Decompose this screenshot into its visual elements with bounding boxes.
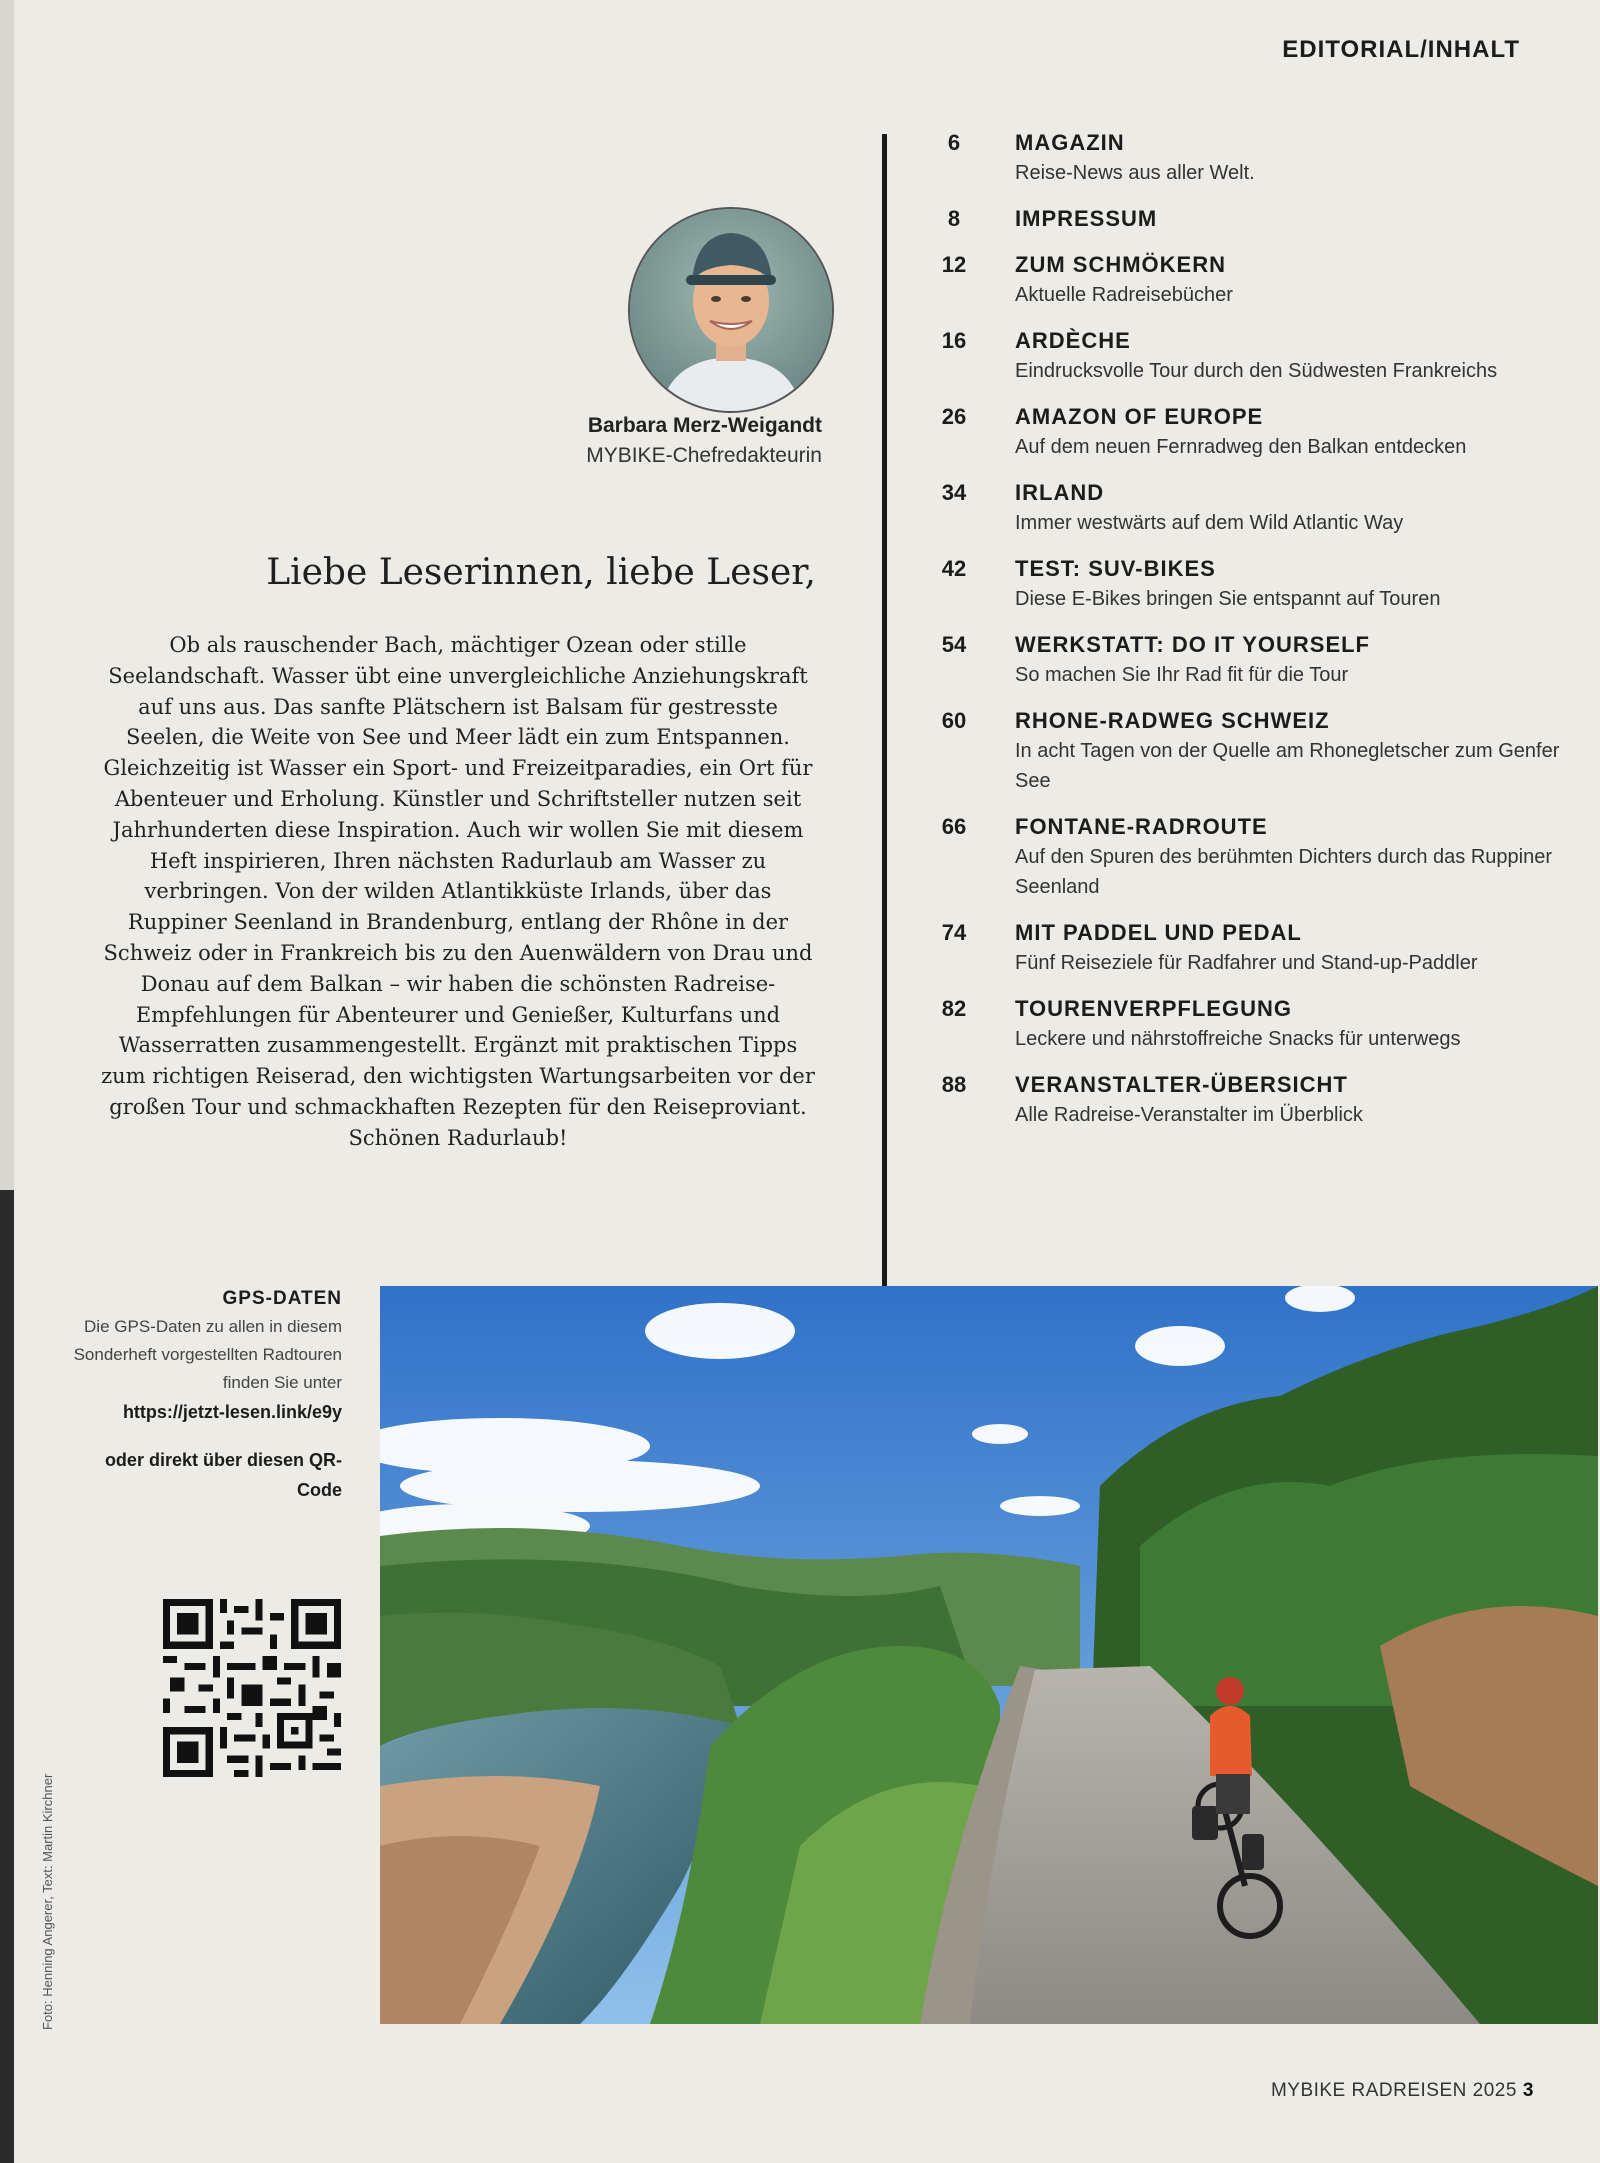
- column-divider: [882, 134, 887, 1286]
- toc-page-number: 88: [941, 1072, 967, 1097]
- toc-page-number: 66: [941, 814, 967, 839]
- toc-title: MAGAZIN: [1015, 130, 1125, 155]
- toc-title: AMAZON OF EUROPE: [1015, 404, 1264, 429]
- toc-page-number: 54: [941, 632, 967, 657]
- editorial-text: [100, 630, 816, 1154]
- toc-page-number: 16: [941, 328, 967, 353]
- toc-item[interactable]: [930, 994, 1570, 1054]
- toc-title: ARDÈCHE: [1015, 328, 1131, 353]
- table-of-contents: [930, 128, 1570, 1146]
- cover-photo: [380, 1286, 1598, 2024]
- toc-page-number: 74: [941, 920, 967, 945]
- toc-page-number: 34: [941, 480, 967, 505]
- toc-description: In acht Tagen von der Quelle am Rhonegletscher zum Genfer See: [1015, 740, 1560, 792]
- toc-item[interactable]: [930, 812, 1570, 902]
- gps-title: GPS-DATEN: [222, 1288, 342, 1309]
- toc-title: VERANSTALTER-ÜBERSICHT: [1015, 1072, 1348, 1097]
- toc-title: TOURENVERPFLEGUNG: [1015, 996, 1292, 1021]
- toc-item[interactable]: [930, 402, 1570, 462]
- page-edge-shadow: [0, 1190, 14, 2163]
- toc-description: Diese E-Bikes bringen Sie entspannt auf Touren: [1015, 588, 1441, 610]
- toc-item[interactable]: [930, 204, 1570, 234]
- toc-item[interactable]: [930, 1070, 1570, 1130]
- toc-item[interactable]: [930, 554, 1570, 614]
- toc-description: Eindrucksvolle Tour durch den Südwesten Frankreichs: [1015, 360, 1498, 382]
- page-number: 3: [1522, 2080, 1534, 2101]
- editorial-paragraph: Ob als rauschender Bach, mächtiger Ozean oder stille Seelandschaft. Wasser übt eine unvergleichliche Anziehungskraft auf uns aus. Das sanfte Plätschern ist Balsam für gestresste Seelen, die Weite von See und Meer lädt ein zum Entspannen. Gleichzeitig ist Wasser ein Sport- und Freizeitparadies, ein Ort für Abenteuer und Erholung. Künstler und Schriftsteller nutzen seit Jahrhunderten diese Inspiration. Auch wir wollen Sie mit diesem Heft inspirieren, Ihren nächsten Radurlaub am Wasser zu verbringen. Von der wilden Atlantikküste Irlands, über das Ruppiner Seenland in Brandenburg, entlang der Rhône in der Schweiz oder in Frankreich bis zu den Auenwäldern von Drau und Donau auf dem Balkan – wir haben die schönsten Radreise-Empfehlungen für Abenteurer und Genießer, Kulturfans und Wasserratten zusammengestellt. Ergänzt mit praktischen Tipps zum richtigen Reiserad, den wichtigsten Wartungsarbeiten vor der großen Tour und schmackhaften Rezepten für den Reiseproviant.: [101, 633, 815, 1119]
- toc-description: Immer westwärts auf dem Wild Atlantic Way: [1015, 512, 1404, 534]
- toc-item[interactable]: [930, 630, 1570, 690]
- toc-item[interactable]: [930, 706, 1570, 796]
- toc-description: Reise-News aus aller Welt.: [1015, 162, 1255, 184]
- toc-description: Aktuelle Radreisebücher: [1015, 284, 1233, 306]
- gps-text: Die GPS-Daten zu allen in diesem Sonderheft vorgestellten Radtouren finden Sie unter: [73, 1317, 342, 1392]
- editorial-greeting: Liebe Leserinnen, liebe Leser,: [266, 552, 816, 593]
- section-label: EDITORIAL/INHALT: [1282, 36, 1520, 63]
- toc-description: Leckere und nährstoffreiche Snacks für unterwegs: [1015, 1028, 1461, 1050]
- gps-qr-text: oder direkt über diesen QR-Code: [104, 1450, 342, 1500]
- toc-page-number: 8: [947, 206, 961, 231]
- toc-description: Auf dem neuen Fernradweg den Balkan entdecken: [1015, 436, 1467, 458]
- toc-item[interactable]: [930, 326, 1570, 386]
- toc-title: RHONE-RADWEG SCHWEIZ: [1015, 708, 1330, 733]
- toc-description: Fünf Reiseziele für Radfahrer und Stand-up-Paddler: [1015, 952, 1478, 974]
- toc-item[interactable]: [930, 918, 1570, 978]
- toc-item[interactable]: [930, 478, 1570, 538]
- qr-code[interactable]: [163, 1598, 341, 1778]
- author-role: MYBIKE-Chefredakteurin: [586, 444, 822, 467]
- toc-description: Alle Radreise-Veranstalter im Überblick: [1015, 1104, 1363, 1126]
- editor-portrait: [628, 207, 834, 413]
- magazine-name: MYBIKE RADREISEN 2025: [1270, 2080, 1517, 2101]
- toc-title: TEST: SUV-BIKES: [1015, 556, 1216, 581]
- toc-item[interactable]: [930, 128, 1570, 188]
- toc-title: ZUM SCHMÖKERN: [1015, 252, 1226, 277]
- gps-link[interactable]: https://jetzt-lesen.link/e9y: [122, 1402, 342, 1422]
- photo-credit: Foto: Henning Angerer, Text: Martin Kirchner: [40, 1773, 55, 2030]
- toc-page-number: 6: [947, 130, 961, 155]
- toc-page-number: 26: [941, 404, 967, 429]
- toc-title: IRLAND: [1015, 480, 1105, 505]
- page-footer: [1271, 2080, 1534, 2102]
- toc-page-number: 82: [941, 996, 967, 1021]
- toc-description: Auf den Spuren des berühmten Dichters durch das Ruppiner Seenland: [1015, 846, 1552, 898]
- toc-title: MIT PADDEL UND PEDAL: [1015, 920, 1302, 945]
- toc-title: FONTANE-RADROUTE: [1015, 814, 1268, 839]
- editorial-closing: Schönen Radurlaub!: [348, 1125, 568, 1150]
- toc-description: So machen Sie Ihr Rad fit für die Tour: [1015, 664, 1349, 686]
- toc-page-number: 42: [941, 556, 967, 581]
- toc-title: IMPRESSUM: [1015, 206, 1158, 231]
- toc-page-number: 12: [941, 252, 967, 277]
- toc-page-number: 60: [941, 708, 967, 733]
- gps-info: [60, 1285, 342, 1505]
- toc-item[interactable]: [930, 250, 1570, 310]
- toc-title: WERKSTATT: DO IT YOURSELF: [1015, 632, 1370, 657]
- author-name: Barbara Merz-Weigandt: [587, 414, 822, 437]
